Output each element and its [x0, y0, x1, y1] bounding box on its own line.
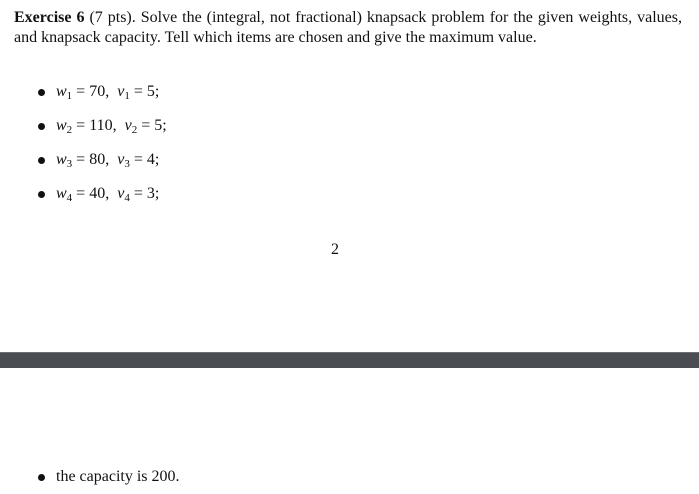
item-math: $w_4 = 40$, $v_4 = 3$; [56, 185, 160, 204]
item-math: $w_2 = 110$, $v_2 = 5$; [56, 117, 167, 136]
exercise-points: (7 pts). [89, 9, 136, 26]
list-item [38, 150, 167, 184]
item-list [38, 82, 167, 218]
bullet-icon [38, 123, 45, 130]
list-item [38, 467, 180, 487]
exercise-heading: Exercise 6 [14, 9, 85, 26]
item-math: $w_1 = 70$, $v_1 = 5$; [56, 83, 160, 102]
list-item [38, 116, 167, 150]
page-number: 2 [331, 241, 339, 258]
page-divider [0, 352, 699, 368]
exercise-statement [14, 8, 682, 48]
list-item [38, 82, 167, 116]
capacity-text: the capacity is 200. [56, 468, 180, 485]
list-item [38, 184, 167, 218]
bullet-icon [38, 157, 45, 164]
page-bottom [0, 368, 699, 494]
bullet-icon [38, 89, 45, 96]
bullet-icon [38, 474, 45, 481]
item-math: $w_3 = 80$, $v_3 = 4$; [56, 151, 160, 170]
exercise-body: Solve the (integral, not fractional) knapsack problem for the given weights, values, and knapsack capacity. Tell which items are chosen and give the maximum value. [14, 9, 683, 46]
bullet-icon [38, 191, 45, 198]
